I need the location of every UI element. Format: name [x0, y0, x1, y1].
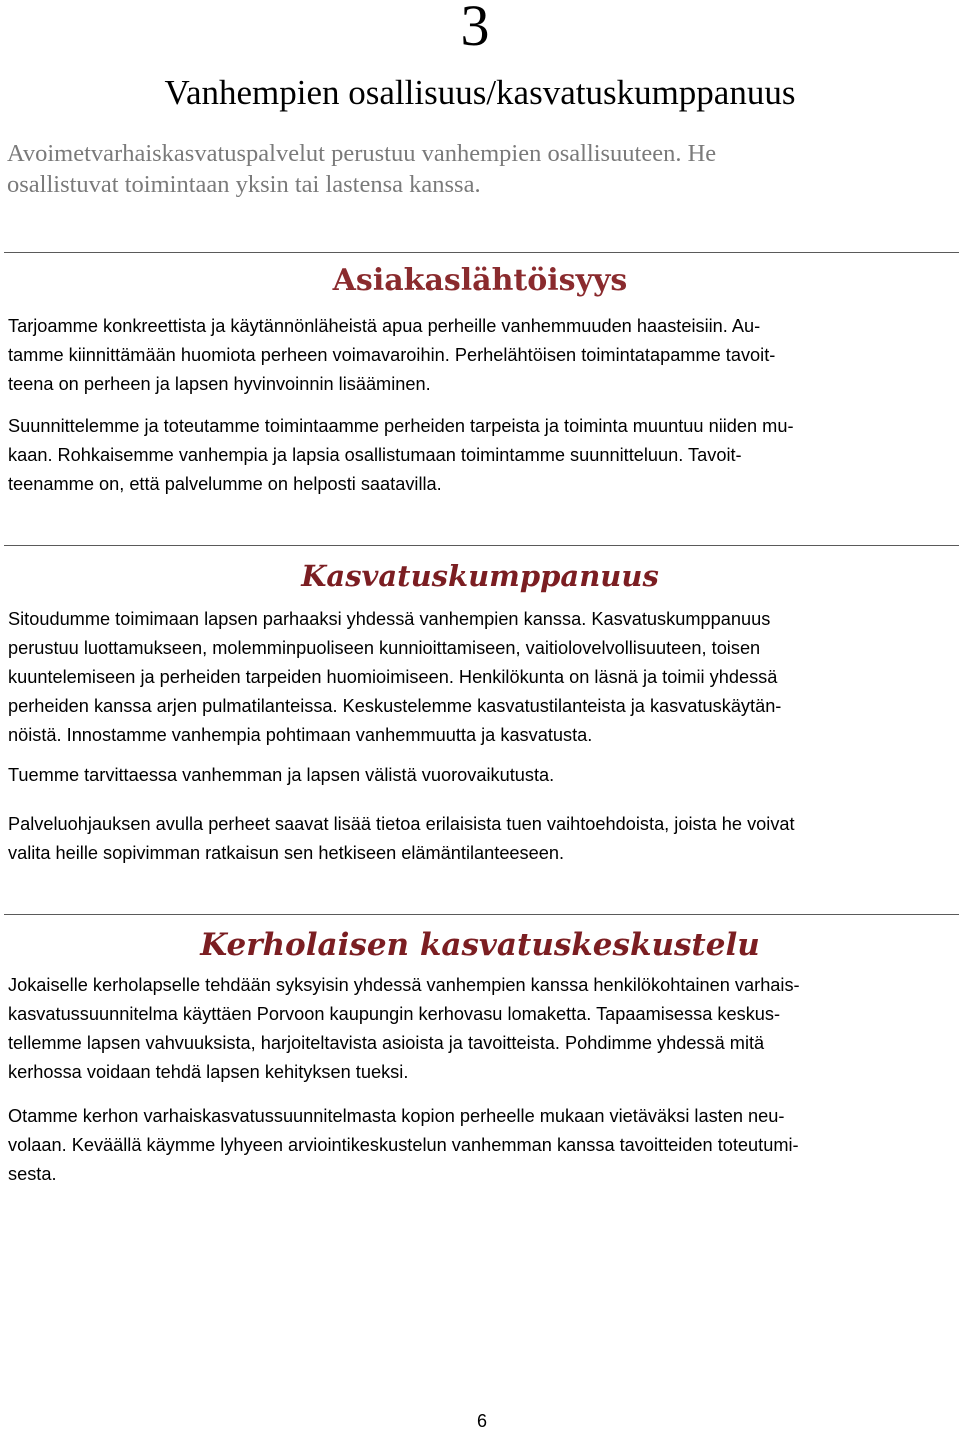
paragraph-line: teenamme on, että palvelumme on helposti saatavilla.: [8, 474, 442, 494]
paragraph-line: kaan. Rohkaisemme vanhempia ja lapsia osallistumaan toimintamme suunnitteluun. Tavoit-: [8, 445, 742, 465]
chapter-title: Vanhempien osallisuus/kasvatuskumppanuus: [164, 73, 796, 112]
paragraph-line: valita heille sopivimman ratkaisun sen hetkiseen elämäntilanteeseen.: [8, 843, 565, 863]
paragraph: [8, 810, 953, 868]
section-heading-kerholaisen-kasvatuskeskustelu: Kerholaisen kasvatuskeskustelu: [200, 927, 760, 963]
paragraph: [8, 761, 953, 790]
paragraph-line: kuuntelemiseen ja perheiden tarpeiden huomioimiseen. Henkilökunta on läsnä ja toimii yhdessä: [8, 667, 778, 687]
chapter-number: 3: [460, 0, 490, 58]
paragraph-line: tellemme lapsen vahvuuksista, harjoiteltavista asioista ja tavoitteista. Pohdimme yhdessä mitä: [8, 1033, 765, 1053]
paragraph-line: teena on perheen ja lapsen hyvinvoinnin lisääminen.: [8, 374, 431, 394]
paragraph-line: Tarjoamme konkreettista ja käytännönläheistä apua perheille vanhemmuuden haasteisiin. Au-: [8, 316, 761, 336]
intro-line: osallistuvat toimintaan yksin tai lastensa kanssa.: [7, 171, 481, 198]
intro-paragraph: [7, 138, 947, 200]
paragraph: [8, 312, 953, 399]
paragraph-line: nöistä. Innostamme vanhempia pohtimaan vanhemmuutta ja kasvatusta.: [8, 725, 593, 745]
section-divider: [4, 545, 959, 546]
paragraph: [8, 605, 953, 750]
paragraph-line: volaan. Keväällä käymme lyhyeen arviointikeskustelun vanhemman kanssa tavoitteiden toteutumi-: [8, 1135, 799, 1155]
paragraph-line: tamme kiinnittämään huomiota perheen voimavaroihin. Perhelähtöisen toimintatapamme tavoit-: [8, 345, 776, 365]
paragraph-line: Suunnittelemme ja toteutamme toimintaamme perheiden tarpeista ja toiminta muuntuu niiden mu-: [8, 416, 794, 436]
paragraph: [8, 412, 953, 499]
paragraph-line: sesta.: [8, 1164, 57, 1184]
paragraph-line: perustuu luottamukseen, molemminpuoliseen kunnioittamiseen, vaitiolovelvollisuuteen, toisen: [8, 638, 761, 658]
paragraph-line: Otamme kerhon varhaiskasvatussuunnitelmasta kopion perheelle mukaan vietäväksi lasten neu-: [8, 1106, 785, 1126]
intro-line: Avoimetvarhaiskasvatuspalvelut perustuu vanhempien osallisuuteen. He: [7, 140, 717, 167]
section-heading-kasvatuskumppanuus: Kasvatuskumppanuus: [301, 559, 659, 593]
section-divider: [4, 914, 959, 915]
paragraph-line: Tuemme tarvittaessa vanhemman ja lapsen välistä vuorovaikutusta.: [8, 765, 555, 785]
paragraph-line: perheiden kanssa arjen pulmatilanteissa. Keskustelemme kasvatustilanteista ja kasvatuskäytän-: [8, 696, 782, 716]
paragraph: [8, 1102, 953, 1189]
section-heading-asiakaslahtoisyys: Asiakaslähtöisyys: [332, 263, 628, 298]
paragraph: [8, 971, 953, 1087]
section-divider: [4, 252, 959, 253]
paragraph-line: Sitoudumme toimimaan lapsen parhaaksi yhdessä vanhempien kanssa. Kasvatuskumppanuus: [8, 609, 771, 629]
paragraph-line: kasvatussuunnitelma käyttäen Porvoon kaupungin kerhovasu lomaketta. Tapaamisessa keskus-: [8, 1004, 781, 1024]
paragraph-line: Jokaiselle kerholapselle tehdään syksyisin yhdessä vanhempien kanssa henkilökohtainen varhais-: [8, 975, 800, 995]
paragraph-line: kerhossa voidaan tehdä lapsen kehityksen tueksi.: [8, 1062, 409, 1082]
paragraph-line: Palveluohjauksen avulla perheet saavat lisää tietoa erilaisista tuen vaihtoehdoista, joista he voivat: [8, 814, 795, 834]
page-number: 6: [476, 1411, 487, 1431]
